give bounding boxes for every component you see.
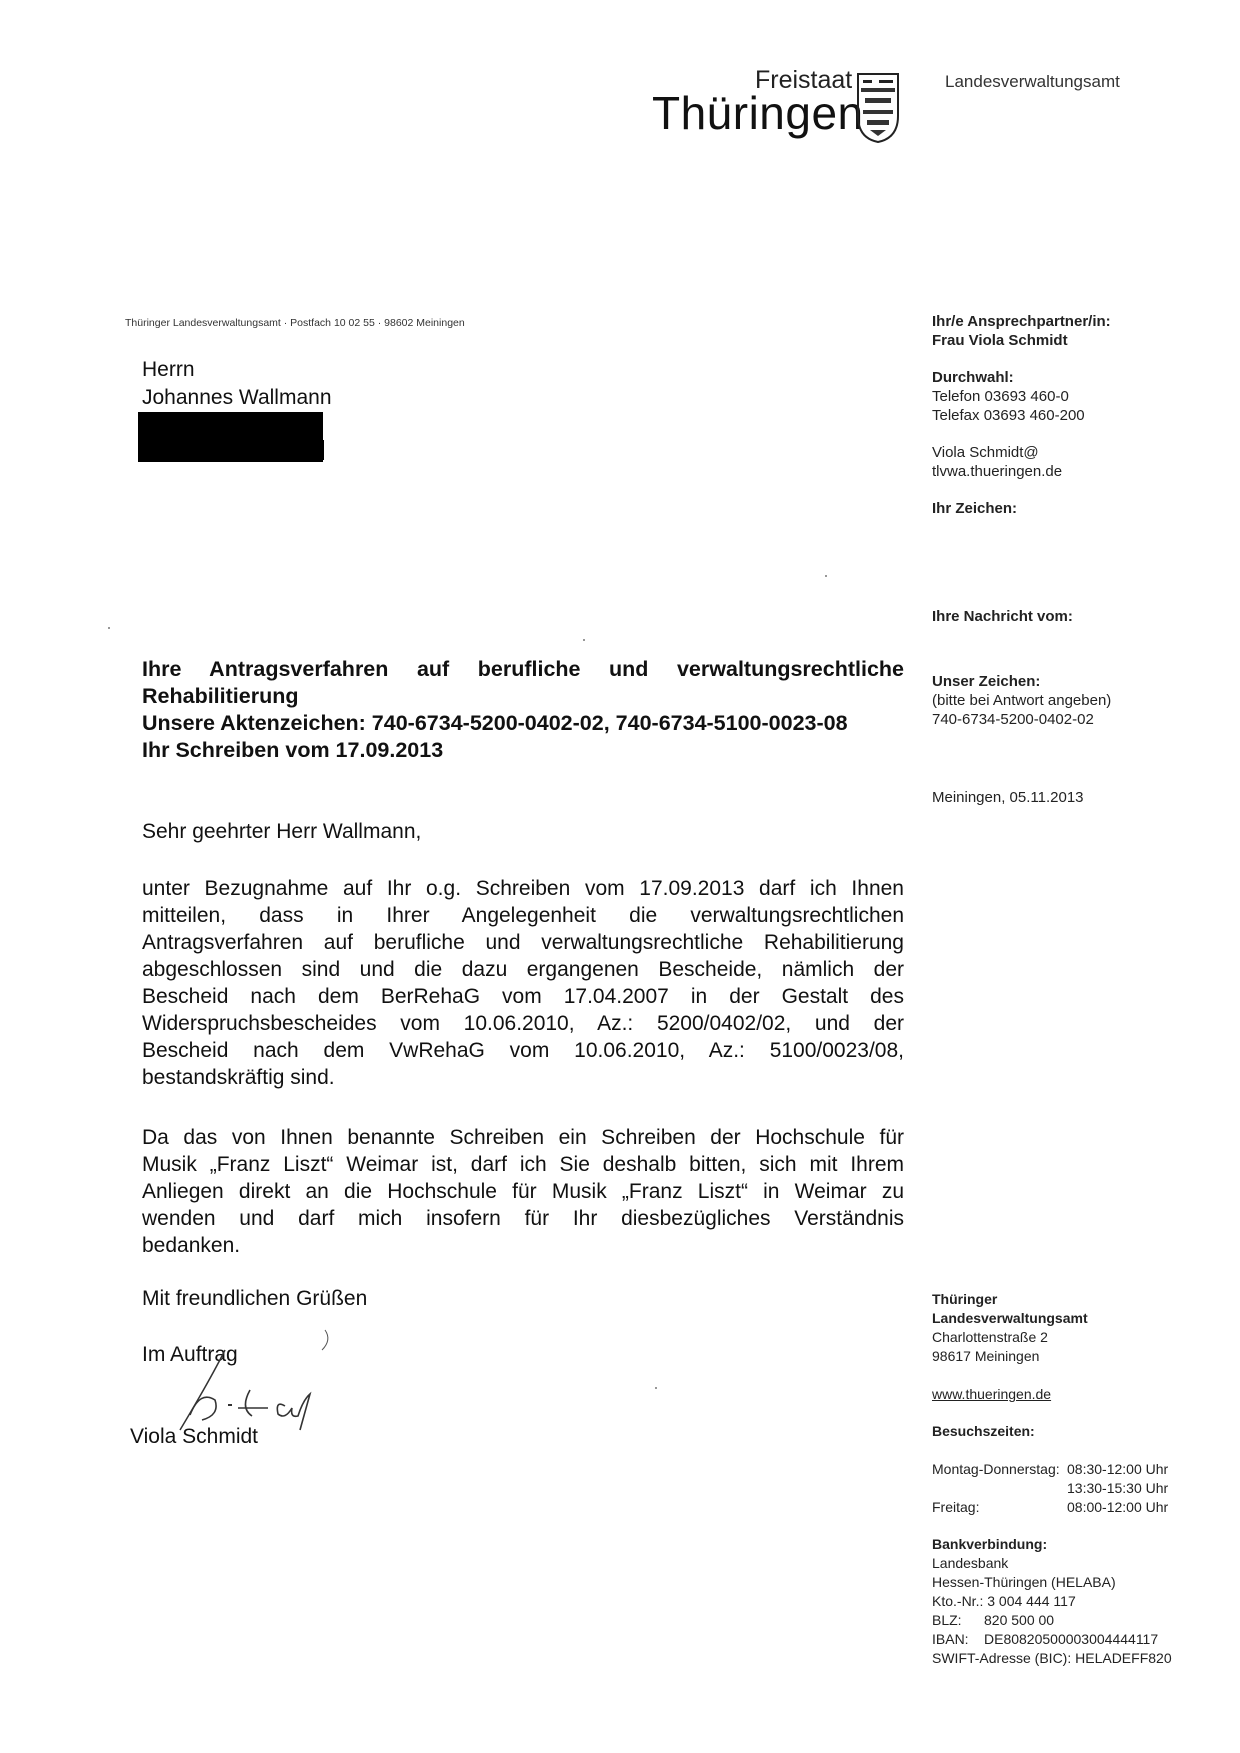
hours-row — [932, 1479, 1172, 1498]
subject-line-3: Unsere Aktenzeichen: 740-6734-5200-0402-02, 740-6734-5100-0023-08 — [142, 711, 848, 735]
logo-freistaat: Freistaat — [755, 66, 853, 94]
im-auftrag: Im Auftrag — [142, 1343, 238, 1366]
account-number: Kto.-Nr.: 3 004 444 117 — [932, 1593, 1076, 1609]
paragraph-2 — [142, 1124, 904, 1259]
coat-of-arms-icon — [855, 72, 901, 144]
subject-line-1: Ihre Antragsverfahren auf berufliche und verwaltungsrechtliche — [142, 657, 904, 681]
paragraph-line: bedanken. — [142, 1234, 241, 1257]
subject-line-4: Ihr Schreiben vom 17.09.2013 — [142, 738, 444, 762]
bank-details — [932, 1535, 1172, 1668]
subject-block — [142, 656, 904, 764]
recipient-address — [142, 356, 332, 412]
footer-org-line-1: Thüringer — [932, 1291, 998, 1307]
our-reference-block — [932, 672, 1111, 729]
logo-thueringen: Thüringen — [652, 87, 864, 139]
hours-day — [932, 1479, 1067, 1498]
closing: Mit freundlichen Grüßen — [142, 1287, 368, 1310]
paragraph-line: unter Bezugnahme auf Ihr o.g. Schreiben vom 17.09.2013 darf ich Ihnen — [142, 877, 904, 900]
our-reference-hint: (bitte bei Antwort angeben) — [932, 692, 1112, 709]
subject-line-2: Rehabilitierung — [142, 684, 299, 708]
visiting-hours-table — [932, 1460, 1172, 1517]
greeting: Sehr geehrter Herr Wallmann, — [142, 820, 422, 843]
bank-name-line-1: Landesbank — [932, 1555, 1009, 1571]
redaction-block-edge — [320, 440, 324, 460]
swift-code: SWIFT-Adresse (BIC): HELADEFF820 — [932, 1650, 1172, 1666]
place-date: Meiningen, 05.11.2013 — [932, 789, 1084, 806]
phone-number: Telefon 03693 460-0 — [932, 388, 1069, 405]
paragraph-line: Antragsverfahren auf berufliche und verwaltungsrechtliche Rehabilitierung — [142, 931, 904, 954]
redaction-block — [138, 412, 323, 462]
hours-row — [932, 1460, 1172, 1479]
website-link[interactable]: www.thueringen.de — [932, 1386, 1052, 1402]
contact-label: Ihr/e Ansprechpartner/in: — [932, 313, 1111, 330]
our-reference-value: 740-6734-5200-0402-02 — [932, 711, 1094, 728]
email-line-2: tlvwa.thueringen.de — [932, 463, 1063, 480]
paragraph-line: Bescheid nach dem BerRehaG vom 17.04.2007 in der Gestalt des — [142, 985, 904, 1008]
our-reference-label: Unser Zeichen: — [932, 673, 1041, 690]
paragraph-line: bestandskräftig sind. — [142, 1066, 335, 1089]
blz-value: 820 500 00 — [984, 1612, 1055, 1628]
hours-time: 08:00-12:00 Uhr — [1067, 1499, 1169, 1515]
email-line-1: Viola Schmidt@ — [932, 444, 1039, 461]
scan-speck — [583, 639, 585, 641]
visiting-hours-label: Besuchszeiten: — [932, 1423, 1035, 1439]
paragraph-line: Anliegen direkt an die Hochschule für Musik „Franz Liszt“ in Weimar zu — [142, 1180, 904, 1203]
paragraph-line: wenden und darf mich insofern für Ihr diesbezügliches Verständnis — [142, 1207, 904, 1230]
iban-value: DE80820500003004444117 — [984, 1631, 1159, 1647]
recipient-name: Johannes Wallmann — [142, 386, 332, 409]
paragraph-line: mitteilen, dass in Ihrer Angelegenheit die verwaltungsrechtlichen — [142, 904, 904, 927]
your-reference-label: Ihr Zeichen: — [932, 500, 1018, 517]
bank-name-line-2: Hessen-Thüringen (HELABA) — [932, 1574, 1116, 1590]
hours-day: Montag-Donnerstag: — [932, 1461, 1060, 1477]
hours-time: 13:30-15:30 Uhr — [1067, 1480, 1169, 1496]
blz-row — [932, 1611, 1172, 1630]
iban-row — [932, 1630, 1172, 1649]
your-message-label: Ihre Nachricht vom: — [932, 608, 1073, 625]
fax-number: Telefax 03693 460-200 — [932, 407, 1085, 424]
hours-day: Freitag: — [932, 1499, 980, 1515]
footer-street: Charlottenstraße 2 — [932, 1329, 1048, 1345]
handwritten-signature — [140, 1320, 360, 1440]
signer-name: Viola Schmidt — [130, 1425, 259, 1448]
footer-city: 98617 Meiningen — [932, 1348, 1040, 1364]
iban-label: IBAN: — [932, 1631, 969, 1647]
paragraph-line: Musik „Franz Liszt“ Weimar ist, darf ich Sie deshalb bitten, sich mit Ihrem — [142, 1153, 904, 1176]
paragraph-1 — [142, 875, 904, 1091]
scan-speck — [108, 627, 110, 629]
paragraph-line: Da das von Ihnen benannte Schreiben ein Schreiben der Hochschule für — [142, 1126, 904, 1149]
scan-speck — [655, 1387, 657, 1389]
sender-return-address: Thüringer Landesverwaltungsamt · Postfach 10 02 55 · 98602 Meiningen — [125, 317, 465, 329]
scan-speck — [825, 575, 827, 577]
agency-name: Landesverwaltungsamt — [945, 72, 1120, 91]
footer-org-line-2: Landesverwaltungsamt — [932, 1310, 1088, 1326]
hours-time: 08:30-12:00 Uhr — [1067, 1461, 1169, 1477]
paragraph-line: Bescheid nach dem VwRehaG vom 10.06.2010, Az.: 5100/0023/08, — [142, 1039, 904, 1062]
paragraph-line: Widerspruchsbescheides vom 10.06.2010, Az.: 5200/0402/02, und der — [142, 1012, 904, 1035]
recipient-salutation: Herrn — [142, 358, 195, 381]
contact-block — [932, 312, 1111, 518]
hours-row — [932, 1498, 1172, 1517]
paragraph-line: abgeschlossen sind und die dazu ergangenen Bescheide, nämlich der — [142, 958, 904, 981]
contact-name: Frau Viola Schmidt — [932, 332, 1068, 349]
footer-address — [932, 1290, 1088, 1366]
blz-label: BLZ: — [932, 1612, 962, 1628]
direct-dial-label: Durchwahl: — [932, 369, 1014, 386]
bank-label: Bankverbindung: — [932, 1536, 1048, 1552]
